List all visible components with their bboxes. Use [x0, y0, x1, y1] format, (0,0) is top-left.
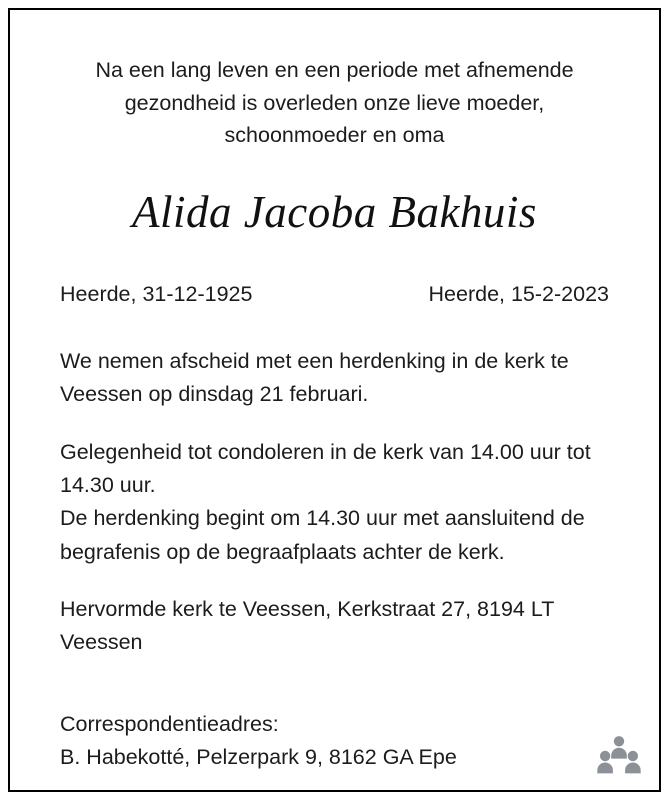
condolence-paragraph [60, 436, 609, 569]
condolence-line-2: De herdenking begint om 14.30 uur met aansluitend de begrafenis op de begraafplaats achter de kerk. [60, 506, 585, 564]
condolence-line-1: Gelegenheid tot condoleren in de kerk van 14.00 uur tot 14.30 uur. [60, 439, 591, 497]
death-place-date: Heerde, 15-2-2023 [428, 282, 609, 307]
three-people-icon [593, 732, 645, 780]
notice-frame [8, 8, 661, 792]
publisher-logo [593, 732, 645, 780]
correspondence-label: Correspondentieadres: [60, 711, 279, 736]
birth-place-date: Heerde, 31-12-1925 [60, 282, 253, 307]
correspondence-paragraph [60, 708, 609, 775]
farewell-paragraph: We nemen afscheid met een herdenking in de kerk te Veessen op dinsdag 21 februari. [60, 349, 569, 407]
correspondence-address: B. Habekotté, Pelzerpark 9, 8162 GA Epe [60, 744, 457, 769]
deceased-name: Alida Jacoba Bakhuis [132, 187, 537, 238]
notice-content [10, 10, 659, 790]
intro-text: Na een lang leven en een periode met afnemende gezondheid is overleden onze lieve moeder, schoonmoeder en oma [95, 58, 574, 148]
dates-row [60, 282, 609, 307]
church-address: Hervormde kerk te Veessen, Kerkstraat 27, 8194 LT Veessen [60, 596, 554, 655]
